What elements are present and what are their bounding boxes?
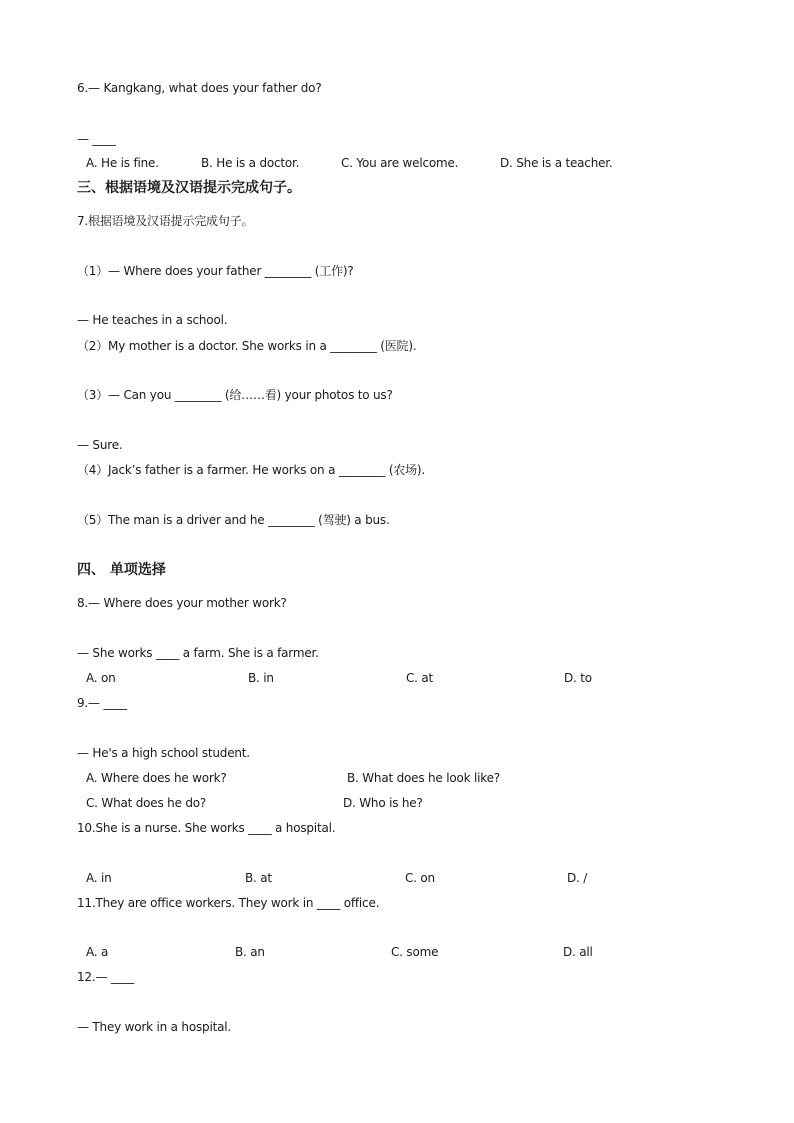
q9-option-a: A. Where does he work?	[86, 771, 227, 785]
q7-item-1-answer: — He teaches in a school.	[77, 313, 228, 327]
q7-stem: 7.根据语境及汉语提示完成句子。	[77, 214, 254, 228]
section3-heading: 三、根据语境及汉语提示完成句子。	[77, 180, 301, 196]
q8-stem: 8.— Where does your mother work?	[77, 596, 287, 610]
q7-item-3-answer: — Sure.	[77, 438, 123, 452]
q7-item-2: （2）My mother is a doctor. She works in a ________ (医院).	[77, 339, 417, 353]
q6-option-c: C. You are welcome.	[341, 156, 459, 170]
q6-answer-line: — ____	[77, 132, 116, 146]
q7-item-4: （4）Jack’s father is a farmer. He works on a ________ (农场).	[77, 463, 426, 477]
q6-option-a: A. He is fine.	[86, 156, 159, 170]
q10-option-d: D. /	[567, 871, 588, 885]
q8-option-d: D. to	[564, 671, 592, 685]
q6-stem: 6.— Kangkang, what does your father do?	[77, 81, 322, 95]
q7-item-1: （1）— Where does your father ________ (工作)?	[77, 264, 354, 278]
section4-heading: 四、 单项选择	[77, 562, 166, 578]
q6-option-b: B. He is a doctor.	[201, 156, 300, 170]
q10-stem: 10.She is a nurse. She works ____ a hospital.	[77, 821, 336, 835]
q11-option-c: C. some	[391, 945, 439, 959]
q8-option-a: A. on	[86, 671, 116, 685]
q9-option-c: C. What does he do?	[86, 796, 207, 810]
q10-option-c: C. on	[405, 871, 435, 885]
q11-option-b: B. an	[235, 945, 265, 959]
q12-line2: — They work in a hospital.	[77, 1020, 231, 1034]
q6-option-d: D. She is a teacher.	[500, 156, 613, 170]
q10-option-a: A. in	[86, 871, 112, 885]
q11-option-a: A. a	[86, 945, 109, 959]
q11-stem: 11.They are office workers. They work in ____ office.	[77, 896, 380, 910]
q12-stem: 12.— ____	[77, 970, 135, 984]
q9-stem: 9.— ____	[77, 696, 127, 710]
q7-item-3: （3）— Can you ________ (给……看) your photos to us?	[77, 388, 393, 402]
q11-option-d: D. all	[563, 945, 593, 959]
q8-option-c: C. at	[406, 671, 434, 685]
q9-option-d: D. Who is he?	[343, 796, 423, 810]
q10-option-b: B. at	[245, 871, 272, 885]
q9-line2: — He's a high school student.	[77, 746, 250, 760]
q9-option-b: B. What does he look like?	[347, 771, 500, 785]
q8-option-b: B. in	[248, 671, 274, 685]
q8-line2: — She works ____ a farm. She is a farmer.	[77, 646, 319, 660]
q7-item-5: （5）The man is a driver and he ________ (驾驶) a bus.	[77, 513, 390, 527]
